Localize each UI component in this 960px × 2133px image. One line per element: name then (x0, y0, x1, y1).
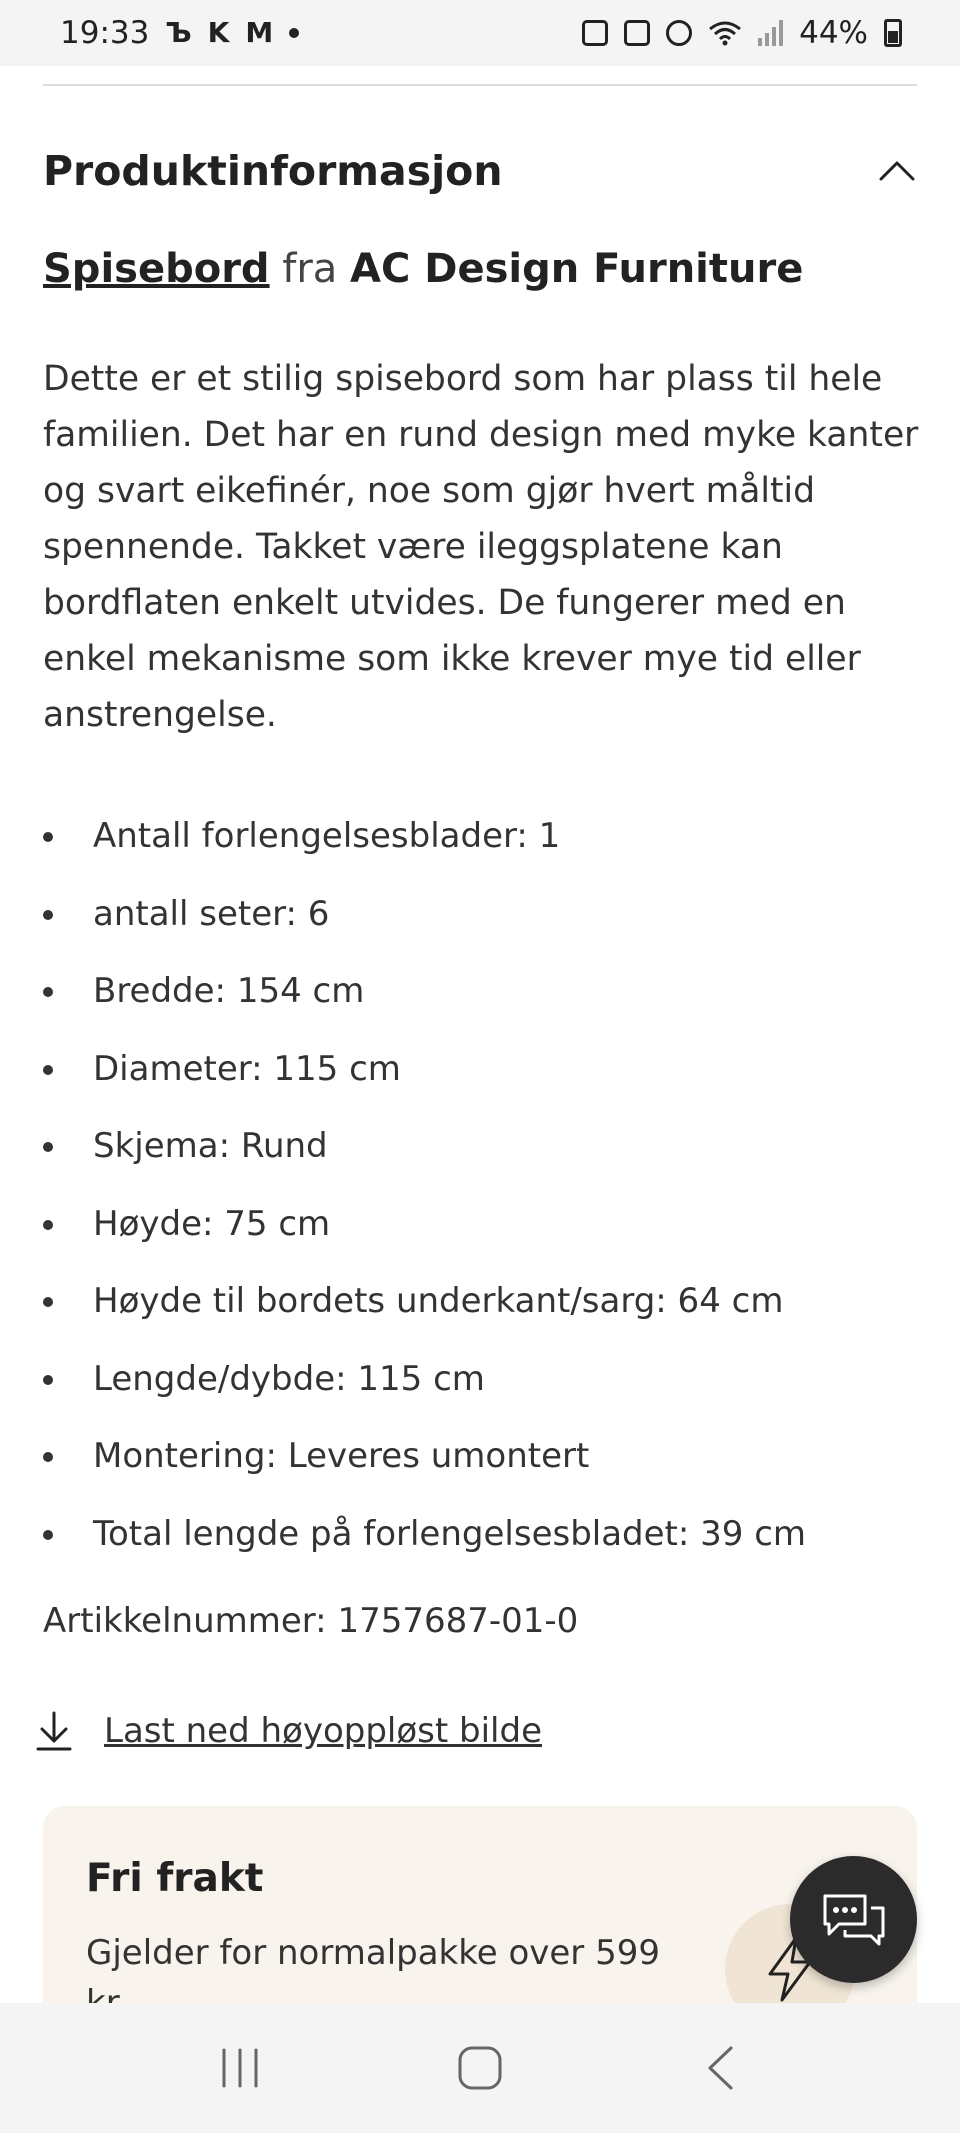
home-button[interactable] (430, 2028, 530, 2108)
category-link[interactable]: Spisebord (43, 246, 270, 292)
recent-apps-button[interactable] (190, 2028, 290, 2108)
wifi-icon (708, 19, 742, 47)
battery-saver-icon (582, 20, 608, 46)
chat-icon (821, 1892, 887, 1948)
spec-item: Montering: Leveres umontert (43, 1418, 923, 1496)
brand-connector: fra (282, 246, 338, 292)
home-icon (457, 2045, 503, 2091)
alarm-icon (666, 20, 692, 46)
status-time: 19:33 (60, 15, 150, 51)
back-icon (705, 2045, 735, 2091)
chevron-up-icon[interactable] (877, 159, 917, 183)
spec-item: Høyde til bordets underkant/sarg: 64 cm (43, 1263, 923, 1341)
spec-item: Skjema: Rund (43, 1108, 923, 1186)
shipping-card-title: Fri frakt (86, 1856, 264, 1901)
gmail-icon: M (245, 16, 274, 49)
signal-icon (758, 20, 783, 46)
download-icon (34, 1709, 74, 1753)
spec-item: antall seter: 6 (43, 876, 923, 954)
download-image-link[interactable] (34, 1701, 542, 1761)
spec-item: Diameter: 115 cm (43, 1031, 923, 1109)
app-notification-icon: Ъ (165, 16, 192, 49)
product-info-accordion-header[interactable] (43, 136, 917, 206)
status-left (60, 15, 299, 51)
app-notification-icon: K (207, 16, 230, 49)
spec-item: Total lengde på forlengelsesbladet: 39 cm (43, 1496, 923, 1574)
spec-item: Lengde/dybde: 115 cm (43, 1341, 923, 1419)
product-brand-line (43, 246, 923, 292)
divider (43, 84, 917, 86)
system-nav-bar (0, 2003, 960, 2133)
spec-item: Høyde: 75 cm (43, 1186, 923, 1264)
download-label[interactable]: Last ned høyoppløst bilde (104, 1711, 542, 1751)
spec-item: Bredde: 154 cm (43, 953, 923, 1031)
recent-apps-icon (218, 2048, 262, 2088)
article-number: Artikkelnummer: 1757687-01-0 (43, 1601, 579, 1641)
more-notifications-icon (289, 28, 299, 38)
status-bar (0, 0, 960, 66)
product-description: Dette er et stilig spisebord som har plass til hele familien. Det har en rund design med myke kanter og svart eikefinér, noe som gjør hvert måltid spennende. Takket være ileggsplatene kan bordflaten enkelt utvides. De fungerer med en enkel mekanisme som ikke krever mye tid eller anstrengelse. (43, 359, 919, 735)
shipping-card-text: Gjelder for normalpakke over 599 (86, 1933, 660, 1973)
chat-button[interactable] (790, 1856, 917, 1983)
section-title: Produktinformasjon (43, 147, 503, 195)
back-button[interactable] (670, 2028, 770, 2108)
battery-icon (884, 19, 902, 47)
spec-item: Antall forlengelsesblader: 1 (43, 798, 923, 876)
spec-list (43, 798, 923, 1573)
battery-percent: 44% (799, 15, 868, 51)
brand-name: AC Design Furniture (350, 246, 804, 292)
nfc-icon (624, 20, 650, 46)
status-right (582, 15, 902, 51)
